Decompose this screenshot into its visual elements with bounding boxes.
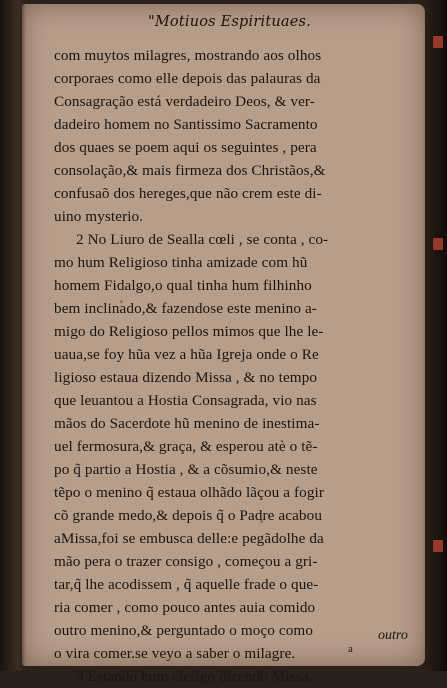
signature-mark: a	[348, 643, 353, 655]
paragraph-start: 2 No Liuro de Sealla cœli , se conta , co-	[76, 231, 329, 248]
text-line: que leuantou a Hostia Consagrada, vio nas	[54, 392, 317, 409]
text-line: bem inclinado,& fazendose este menino a-	[54, 300, 317, 317]
text-line: ria comer , como pouco antes auia comido	[54, 599, 316, 616]
text-line: dadeiro homem no Santissimo Sacramento	[54, 116, 318, 133]
paragraph-start: 3 Estando hum clerigo dizendo Missa,	[76, 668, 313, 685]
catchword: outro	[378, 628, 408, 643]
edge-tab	[433, 36, 443, 48]
paper-fleck	[260, 520, 263, 523]
text-line: uaua,se foy hũa vez a hũa Igreja onde o Re	[54, 346, 319, 363]
page-edge	[423, 0, 447, 671]
text-line: confusaõ dos hereges,que não crem este di-	[54, 185, 322, 202]
text-line: dos quaes se poem aqui os seguintes , pera	[54, 139, 317, 156]
paper-fleck	[90, 610, 93, 613]
book-gutter	[0, 0, 26, 671]
text-line: homem Fidalgo,o qual tinha hum filhinho	[54, 277, 312, 294]
text-line: tẽpo o menino q̃ estaua olhãdo lãçou a fogir	[54, 484, 324, 501]
text-line: consolação,& mais firmeza dos Christãos,&	[54, 162, 326, 179]
text-line: mãos do Sacerdote hũ menino de inestima-	[54, 415, 320, 432]
text-line: ligioso estaua dizendo Missa , & no tempo	[54, 369, 318, 386]
text-line: mo hum Religioso tinha amizade com hũ	[54, 254, 308, 271]
text-line: uino mysterio.	[54, 208, 144, 225]
running-head: "Motiuos Espirituaes.	[148, 14, 311, 30]
text-line: o vira comer.se veyo a saber o milagre.	[54, 645, 296, 662]
text-line: aMissa,foi se embusca delle:e pegãdolhe da	[54, 530, 324, 547]
edge-tab	[433, 540, 443, 552]
text-line: Consagração está verdadeiro Deos, & ver-	[54, 93, 315, 110]
text-line: mão pera o trazer consigo , começou a gri-	[54, 553, 318, 570]
text-line: corporaes como elle depois das palauras da	[54, 70, 321, 87]
edge-tab	[433, 238, 443, 250]
text-line: tar,q̃ lhe acodissem , q̃ aquelle frade o que-	[54, 576, 319, 593]
body-text	[54, 44, 414, 688]
text-line: outro menino,& perguntado o moço como	[54, 622, 314, 639]
text-line: uel fermosura,& graça, & esperou atè o tẽ-	[54, 438, 318, 455]
text-line: migo do Religioso pellos mimos que lhe le-	[54, 323, 324, 340]
paper-fleck	[120, 300, 123, 303]
text-line: po q̃ partio a Hostia , & a cõsumio,& neste	[54, 461, 318, 478]
text-line: cõ grande medo,& depois q̃ o Padre acabou	[54, 507, 323, 524]
text-line: com muytos milagres, mostrando aos olhos	[54, 47, 322, 64]
